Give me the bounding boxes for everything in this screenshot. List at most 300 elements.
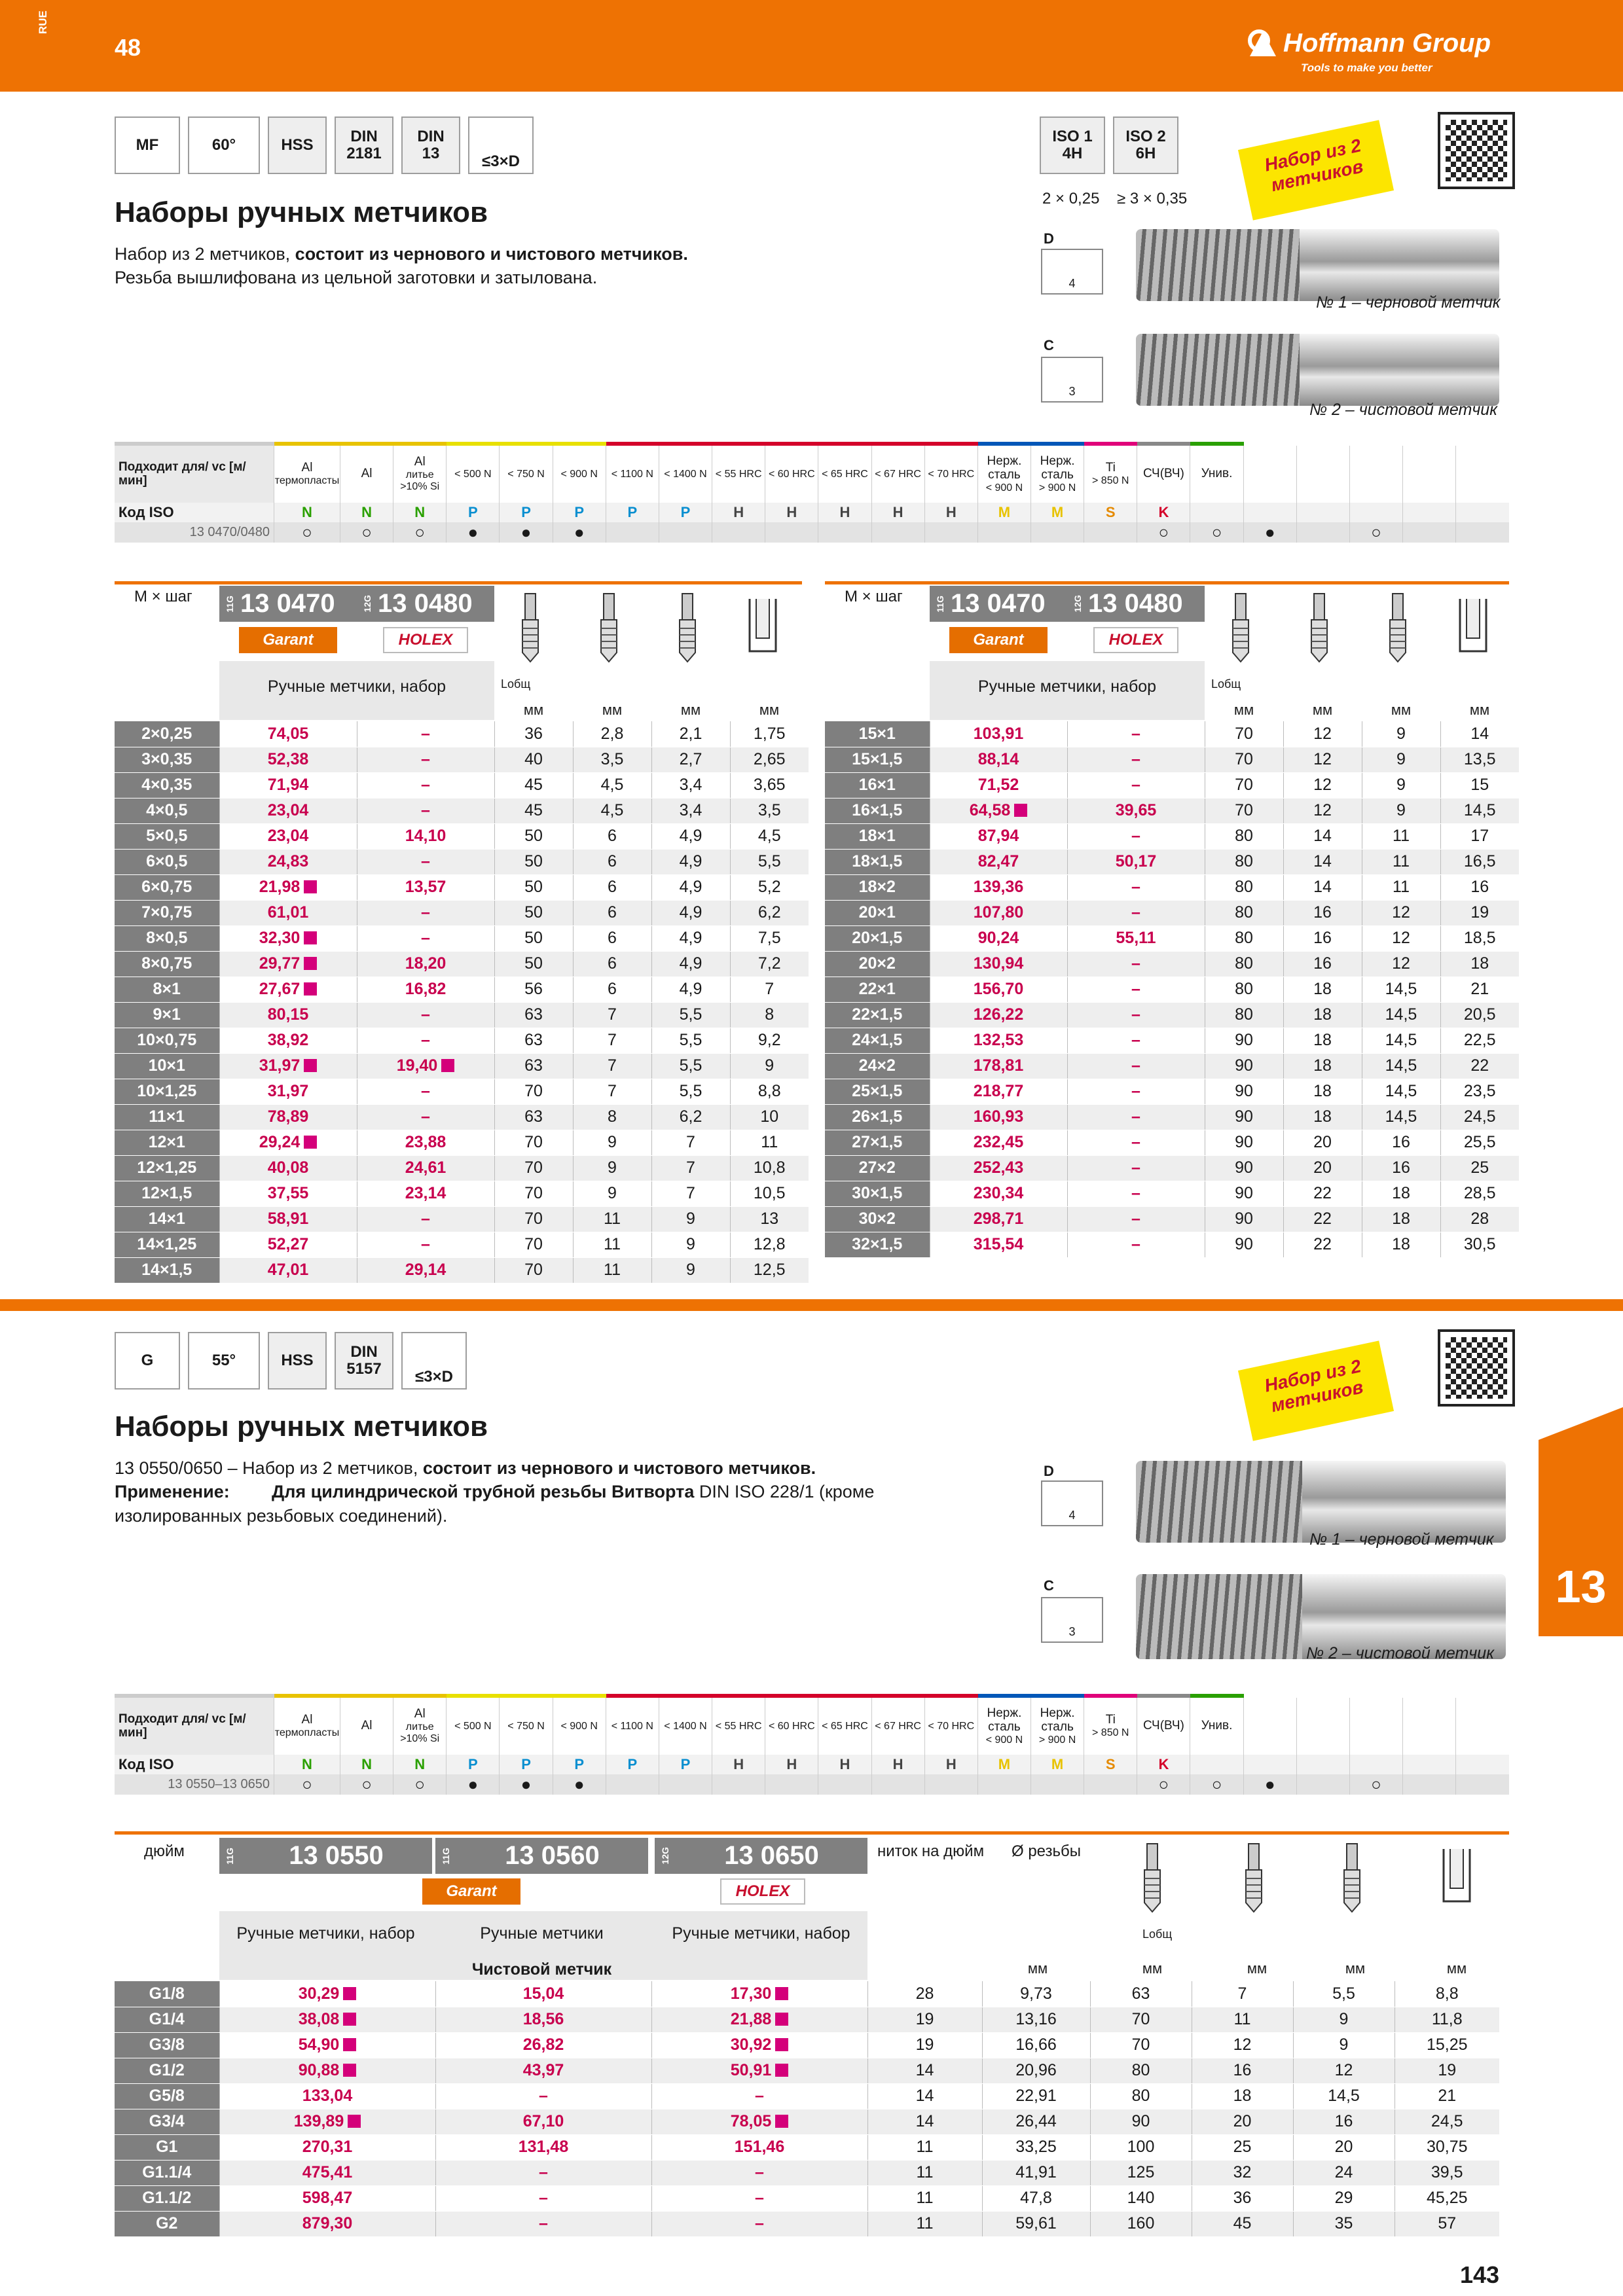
product-subtitle: Ручные метчики, набор — [236, 1924, 415, 1943]
dimension-mm: 7 — [573, 1002, 651, 1028]
iso-code-label: Код ISO — [115, 503, 274, 522]
dimension-mm: 18 — [1362, 1232, 1440, 1257]
material-col-22 — [1456, 444, 1509, 503]
price — [219, 2211, 435, 2236]
iso-code: N — [393, 1755, 447, 1774]
dimension-mm: 3,4 — [651, 772, 730, 798]
suitability-mark: ● — [500, 1774, 553, 1795]
table-row — [115, 772, 809, 798]
dimension-mm: 90 — [1205, 1130, 1283, 1155]
material-spec: < 70 HRC — [928, 1720, 975, 1732]
thread-size: 24×2 — [825, 1053, 930, 1079]
dimension-mm: 11 — [730, 1130, 809, 1155]
suitability-mark — [818, 1774, 871, 1795]
dimension-mm: 70 — [494, 1206, 573, 1232]
metric-fine-table-left — [115, 721, 809, 1283]
dimension: 36 — [1192, 2185, 1293, 2211]
variant-label: 12G — [660, 1847, 670, 1865]
dimension: 16 — [1192, 2058, 1293, 2083]
price-value: 80,15 — [267, 1005, 309, 1024]
finish-tap-caption: № 2 – чистовой метчик — [1309, 401, 1497, 419]
thread-size: G3/4 — [115, 2109, 219, 2134]
thread-size: G3/8 — [115, 2032, 219, 2058]
tap-c-label: C — [1044, 1577, 1054, 1594]
badge-iso2: ISO 2 6H — [1113, 117, 1178, 174]
price-garant — [219, 1257, 357, 1283]
table-row — [115, 2134, 1499, 2160]
material-spec: литье >10% Si — [400, 1721, 440, 1744]
dimension-mm: 16 — [1283, 900, 1362, 925]
price-holex — [357, 823, 494, 849]
dimension-mm: 90 — [1205, 1232, 1283, 1257]
dimension-mm: 4,9 — [651, 900, 730, 925]
variant-label: 11G — [441, 1847, 451, 1865]
price-holex — [357, 1002, 494, 1028]
dimension-mm: 9 — [651, 1206, 730, 1232]
material-col-14 — [1031, 444, 1084, 503]
price-holex — [357, 1206, 494, 1232]
thread-size: 30×1,5 — [825, 1181, 930, 1206]
dimension-mm: 11 — [1362, 849, 1440, 874]
dimension: 45,25 — [1395, 2185, 1499, 2211]
code: 13 0470 — [951, 589, 1046, 618]
dimension: 18 — [1192, 2083, 1293, 2109]
dimension: 16 — [1293, 2109, 1395, 2134]
length-label: Lобщ — [1142, 1928, 1173, 1941]
dimension-mm: 17 — [1440, 823, 1519, 849]
price-garant — [219, 1104, 357, 1130]
price-value: – — [421, 776, 430, 794]
thread-size: 20×2 — [825, 951, 930, 977]
price-value: – — [1131, 1005, 1140, 1024]
price-value: – — [1131, 1056, 1140, 1075]
price-holex — [357, 874, 494, 900]
dimension-mm: 19 — [1440, 900, 1519, 925]
dimension: 125 — [1090, 2160, 1192, 2185]
price-garant — [219, 1181, 357, 1206]
chapter-tab: 13 — [1539, 1440, 1623, 1636]
material-name: Нерж. сталь — [987, 1706, 1022, 1734]
dimension: 13,16 — [982, 2007, 1090, 2032]
price-holex — [1067, 977, 1205, 1002]
price-garant — [219, 874, 357, 900]
iso-code: H — [712, 503, 765, 522]
price-value: 31,97 — [267, 1082, 309, 1100]
code: 13 0550 — [289, 1841, 384, 1870]
price-holex — [357, 925, 494, 951]
price-holex — [1067, 823, 1205, 849]
product-subtitle-finish: Чистовой метчик — [471, 1960, 612, 1979]
finish-tap-image — [1136, 334, 1499, 406]
material-col-10 — [818, 1696, 871, 1755]
price-holex — [357, 1104, 494, 1130]
rough-tap-caption: № 1 – черновой метчик — [1309, 1530, 1494, 1549]
dimension-mm: 18,5 — [1440, 925, 1519, 951]
product-code-130470 — [219, 586, 357, 622]
price — [435, 2185, 651, 2211]
iso-code: S — [1084, 503, 1137, 522]
dimension-mm: 11 — [573, 1206, 651, 1232]
table-row — [825, 925, 1519, 951]
dimension: 32 — [1192, 2160, 1293, 2185]
dimension-mm: 18 — [1362, 1206, 1440, 1232]
dimension: 14,5 — [1293, 2083, 1395, 2109]
badge-depth: ≤3×D — [468, 117, 534, 174]
price-value: – — [1131, 980, 1140, 998]
badge-thread-angle: 55° — [188, 1332, 260, 1390]
price-garant — [930, 1155, 1067, 1181]
material-suitability-table — [115, 442, 1509, 543]
table-row — [115, 2185, 1499, 2211]
price-value: 55,11 — [1116, 929, 1156, 947]
price-value: – — [1131, 776, 1140, 794]
price-garant — [219, 951, 357, 977]
table-row — [825, 1206, 1519, 1232]
suitability-mark — [606, 1774, 659, 1795]
price — [219, 2109, 435, 2134]
material-name: Ti — [1105, 1713, 1116, 1727]
garant-logo: Garant — [239, 627, 337, 653]
price-value: 38,92 — [267, 1031, 309, 1049]
dimension-mm: 20 — [1283, 1130, 1362, 1155]
price-garant — [930, 1181, 1067, 1206]
price-holex — [1067, 849, 1205, 874]
suitability-mark — [924, 1774, 977, 1795]
iso-caption-1: 2 × 0,25 — [1042, 190, 1100, 207]
suitability-mark — [765, 1774, 818, 1795]
suitability-mark: ○ — [340, 522, 393, 543]
table-row — [115, 2058, 1499, 2083]
material-col-1 — [340, 444, 393, 503]
dimension-mm: 90 — [1205, 1053, 1283, 1079]
iso-code: M — [977, 503, 1030, 522]
price-value: 37,55 — [267, 1184, 309, 1202]
material-col-19 — [1296, 1696, 1349, 1755]
price-holex — [357, 900, 494, 925]
price-garant — [930, 798, 1067, 823]
price-value: 47,01 — [267, 1261, 309, 1279]
price-value: – — [421, 724, 430, 743]
price-value: – — [1131, 1235, 1140, 1253]
table-row — [115, 1981, 1499, 2007]
variant-label: 11G — [935, 595, 945, 613]
price-value: – — [1131, 827, 1140, 845]
table-row — [115, 1053, 809, 1079]
thread-size: 22×1,5 — [825, 1002, 930, 1028]
thread-size: 22×1 — [825, 977, 930, 1002]
suitability-mark: ○ — [1349, 1774, 1402, 1795]
suitability-mark: ○ — [274, 522, 340, 543]
product-code-box — [219, 1838, 432, 1874]
price-garant — [930, 823, 1067, 849]
dimension-mm: 12 — [1283, 798, 1362, 823]
table-row — [825, 772, 1519, 798]
iso-code: H — [712, 1755, 765, 1774]
dimension-mm: 2,1 — [651, 721, 730, 747]
material-name: СЧ(ВЧ) — [1142, 1719, 1184, 1733]
stock-marker-icon — [775, 2038, 788, 2051]
material-spec: термопласты — [274, 1727, 340, 1739]
price — [651, 2058, 867, 2083]
dimension: 20 — [1293, 2134, 1395, 2160]
dimension-mm: 70 — [494, 1130, 573, 1155]
table-row — [115, 1028, 809, 1053]
thread-size: 4×0,35 — [115, 772, 219, 798]
price-value: 131,48 — [518, 2138, 569, 2156]
price-value: 107,80 — [973, 903, 1024, 922]
iso-code: H — [924, 503, 977, 522]
iso-code: P — [447, 1755, 500, 1774]
price-holex — [1067, 747, 1205, 772]
price-value: 130,94 — [973, 954, 1024, 973]
material-col-9 — [765, 1696, 818, 1755]
suitability-mark — [712, 1774, 765, 1795]
dimension: 15,25 — [1395, 2032, 1499, 2058]
price-value: – — [1131, 1184, 1140, 1202]
price-value: 82,47 — [977, 852, 1019, 870]
code: 13 0650 — [724, 1841, 819, 1870]
material-col-5 — [553, 1696, 606, 1755]
dimension: 11,8 — [1395, 2007, 1499, 2032]
price-value: 103,91 — [973, 724, 1024, 743]
iso-code: P — [606, 1755, 659, 1774]
product-code-130480 — [1067, 586, 1205, 622]
price-value: – — [539, 2214, 548, 2233]
dimension: 80 — [1090, 2058, 1192, 2083]
thread-size: G5/8 — [115, 2083, 219, 2109]
dimension-mm: 8 — [730, 1002, 809, 1028]
dimension-mm: 11 — [1362, 874, 1440, 900]
suitability-mark: ○ — [1137, 522, 1190, 543]
price-holex — [357, 1257, 494, 1283]
material-col-15 — [1084, 1696, 1137, 1755]
dimension-mm: 14,5 — [1440, 798, 1519, 823]
thread-size: 18×1 — [825, 823, 930, 849]
price-value: 270,31 — [302, 2138, 353, 2156]
iso-code: N — [393, 503, 447, 522]
price-value: – — [539, 2189, 548, 2207]
table-row — [115, 1104, 809, 1130]
material-spec: < 750 N — [507, 1720, 545, 1732]
dimension-mm: 14 — [1440, 721, 1519, 747]
badge-din-13: DIN 13 — [401, 117, 460, 174]
price — [219, 2032, 435, 2058]
suitability-mark — [1031, 1774, 1084, 1795]
price — [219, 2058, 435, 2083]
dimension-mm: 70 — [494, 1181, 573, 1206]
price-value: 298,71 — [973, 1210, 1024, 1228]
dimension-mm: 5,2 — [730, 874, 809, 900]
iso-code: S — [1084, 1755, 1137, 1774]
dimension: 9 — [1293, 2007, 1395, 2032]
tap-square-icon — [674, 592, 701, 664]
dimension-mm: 70 — [494, 1257, 573, 1283]
table-row — [115, 849, 809, 874]
thread-size: 12×1,5 — [115, 1181, 219, 1206]
dimension-mm: 7 — [573, 1053, 651, 1079]
price-value: 52,38 — [267, 750, 309, 768]
table-row — [825, 951, 1519, 977]
dimension-mm: 90 — [1205, 1079, 1283, 1104]
dimension: 63 — [1090, 1981, 1192, 2007]
price-value: 15,04 — [522, 1984, 564, 2003]
iso-code — [1349, 1755, 1402, 1774]
price-value: 879,30 — [302, 2214, 353, 2233]
suitability-mark: ○ — [393, 522, 447, 543]
dimension-mm: 5,5 — [651, 1002, 730, 1028]
dimension: 47,8 — [982, 2185, 1090, 2211]
table-row — [825, 1053, 1519, 1079]
dimension: 19 — [867, 2007, 982, 2032]
spec-badges — [115, 117, 534, 174]
price-value: – — [421, 1107, 430, 1126]
dimension-mm: 56 — [494, 977, 573, 1002]
dimension: 16,66 — [982, 2032, 1090, 2058]
spec-badges-2 — [115, 1332, 467, 1390]
material-col-2 — [393, 1696, 447, 1755]
dimension-mm: 12 — [1362, 951, 1440, 977]
suitability-mark — [1084, 1774, 1137, 1795]
price-garant — [930, 1053, 1067, 1079]
table-row — [115, 1181, 809, 1206]
material-spec: < 900 N — [985, 482, 1023, 493]
set-sticker-2: Набор из 2 метчиков — [1238, 1340, 1394, 1441]
thread-size: 2×0,25 — [115, 721, 219, 747]
price-value: – — [755, 2189, 764, 2207]
price-value: 23,04 — [267, 801, 309, 819]
dimension-mm: 45 — [494, 772, 573, 798]
suitability-mark: ○ — [274, 1774, 340, 1795]
price — [435, 2058, 651, 2083]
price-value: 26,82 — [522, 2036, 564, 2054]
material-name: Унив. — [1201, 1719, 1233, 1733]
dimension: 28 — [867, 1981, 982, 2007]
dimension-mm: 70 — [494, 1155, 573, 1181]
garant-logo: Garant — [949, 627, 1048, 653]
price-value: 52,27 — [267, 1235, 309, 1253]
dimension: 11 — [867, 2185, 982, 2211]
dimension: 59,61 — [982, 2211, 1090, 2236]
thread-size: 15×1 — [825, 721, 930, 747]
rough-tap-image — [1136, 229, 1499, 301]
price-value: 39,65 — [1115, 801, 1157, 819]
table-row — [115, 721, 809, 747]
dimension-mm: 12 — [1362, 925, 1440, 951]
iso-code — [1403, 503, 1456, 522]
price — [651, 2083, 867, 2109]
badge-din-2181: DIN 2181 — [335, 117, 393, 174]
iso-code: H — [765, 503, 818, 522]
price-garant — [930, 1079, 1067, 1104]
price-holex — [1067, 1002, 1205, 1028]
product-code-130480 — [357, 586, 494, 622]
dimension-mm: 23,5 — [1440, 1079, 1519, 1104]
table-row — [115, 1002, 809, 1028]
price-holex — [1067, 721, 1205, 747]
price-value: 31,97 — [259, 1056, 301, 1075]
suitability-label: Подходит для/ vc [м/мин] — [115, 1696, 274, 1755]
product-code: 13 0470/0480 — [115, 522, 274, 543]
material-spec: < 900 N — [560, 468, 598, 480]
dimension-mm: 4,5 — [730, 823, 809, 849]
material-spec: > 850 N — [1092, 475, 1129, 487]
price — [651, 1981, 867, 2007]
price-garant — [930, 721, 1067, 747]
iso-code: N — [274, 1755, 340, 1774]
price-value: 17,30 — [730, 1984, 772, 2003]
dimension: 70 — [1090, 2007, 1192, 2032]
brand-name: Hoffmann Group — [1283, 29, 1491, 58]
section-description: Набор из 2 метчиков, состоит из чернового и чистового метчиков. Резьба вышлифована из цельной заготовки и затылована. — [115, 244, 688, 288]
dimension-mm: 70 — [1205, 747, 1283, 772]
price-value: 78,89 — [267, 1107, 309, 1126]
unit-mm: мм — [523, 702, 544, 718]
table-row — [825, 874, 1519, 900]
price — [435, 2134, 651, 2160]
stock-marker-icon — [304, 982, 317, 996]
unit-mm: мм — [1345, 1960, 1366, 1977]
iso-code: N — [274, 503, 340, 522]
table-row — [825, 1028, 1519, 1053]
iso-code: H — [765, 1755, 818, 1774]
material-col-17 — [1190, 1696, 1243, 1755]
table-row — [115, 1079, 809, 1104]
material-spec: < 900 N — [985, 1734, 1023, 1746]
iso-code: P — [553, 503, 606, 522]
price-garant — [219, 1053, 357, 1079]
dimension-mm: 30,5 — [1440, 1232, 1519, 1257]
price-value: 71,52 — [977, 776, 1019, 794]
price-holex — [357, 772, 494, 798]
material-spec: > 850 N — [1092, 1727, 1129, 1739]
badge-material: HSS — [268, 117, 327, 174]
price-value: – — [421, 929, 430, 947]
top-bar — [0, 0, 1623, 92]
badge-iso1: ISO 1 4H — [1040, 117, 1105, 174]
table-row — [115, 2007, 1499, 2032]
table-row — [825, 798, 1519, 823]
thread-size: 20×1 — [825, 900, 930, 925]
price-holex — [1067, 1053, 1205, 1079]
chamfer-c-icon: 3 — [1041, 357, 1103, 403]
price-garant — [930, 951, 1067, 977]
metric-fine-table-right — [825, 721, 1519, 1258]
price-value: 598,47 — [302, 2189, 353, 2207]
chamfer-c-icon: 3 — [1041, 1597, 1103, 1643]
thread-size: 6×0,75 — [115, 874, 219, 900]
thread-size: 12×1 — [115, 1130, 219, 1155]
price-value: – — [421, 1210, 430, 1228]
dimension-mm: 4,5 — [573, 798, 651, 823]
price-value: – — [1131, 1107, 1140, 1126]
dimension-mm: 9 — [1362, 772, 1440, 798]
material-spec: < 1100 N — [611, 468, 653, 480]
price-value: – — [421, 1005, 430, 1024]
material-spec: < 500 N — [454, 468, 492, 480]
price — [219, 2134, 435, 2160]
material-spec: < 65 HRC — [822, 1720, 868, 1732]
dimension-mm: 80 — [1205, 874, 1283, 900]
price-value: 23,14 — [405, 1184, 447, 1202]
price-holex — [357, 747, 494, 772]
dimension: 33,25 — [982, 2134, 1090, 2160]
dimension-mm: 7,5 — [730, 925, 809, 951]
thread-size: G1.1/2 — [115, 2185, 219, 2211]
dimension-mm: 14 — [1283, 823, 1362, 849]
dimension-mm: 63 — [494, 1002, 573, 1028]
stock-marker-icon — [304, 880, 317, 893]
material-spec: < 55 HRC — [715, 1720, 762, 1732]
